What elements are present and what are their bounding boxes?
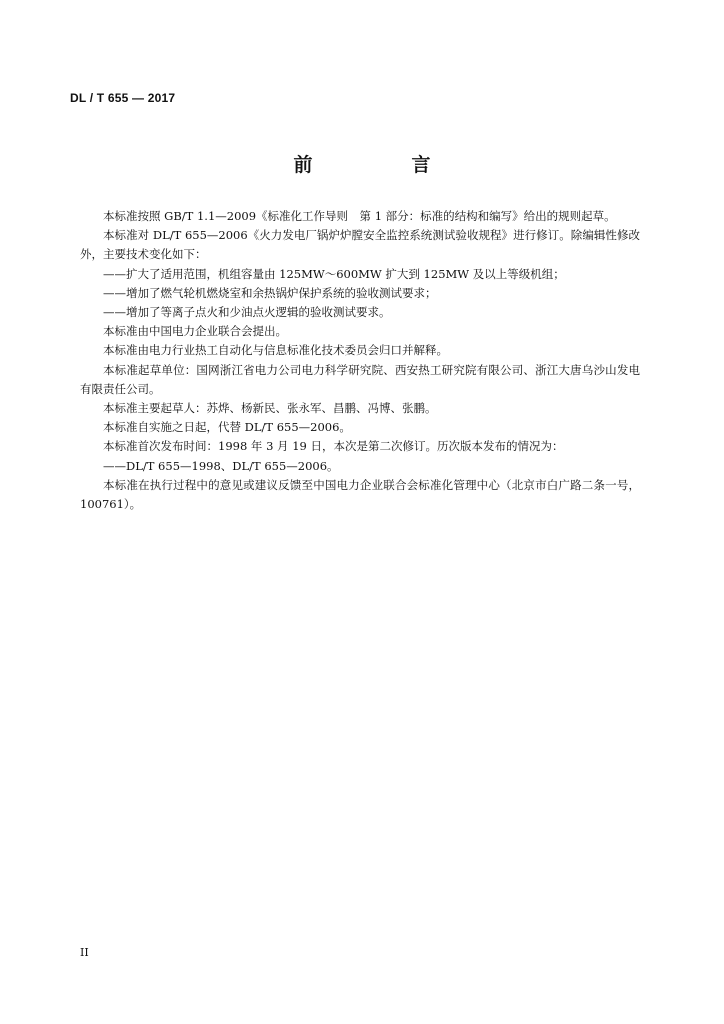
paragraph: ——DL/T 655—1998、DL/T 655—2006。: [103, 458, 339, 473]
paragraph: 本标准自实施之日起，代替 DL/T 655—2006。: [103, 420, 351, 435]
page-number: II: [80, 946, 89, 959]
paragraph: ——增加了燃气轮机燃烧室和余热锅炉保护系统的验收测试要求；: [103, 285, 437, 300]
paragraph: 本标准对 DL/T 655—2006《火力发电厂锅炉炉膛安全监控系统测试验收规程》进行修订。除编辑性修改外，主要技术变化如下：: [80, 228, 640, 262]
paragraph: 本标准按照 GB/T 1.1—2009《标准化工作导则 第 1 部分：标准的结构和编写》给出的规则起草。: [103, 209, 616, 223]
paragraph: ——增加了等离子点火和少油点火逻辑的验收测试要求。: [103, 305, 391, 320]
paragraph: 本标准由中国电力企业联合会提出。: [103, 324, 287, 339]
foreword-body: [80, 207, 640, 514]
paragraph: 本标准起草单位：国网浙江省电力公司电力科学研究院、西安热工研究院有限公司、浙江大唐乌沙山发电有限责任公司。: [80, 362, 640, 396]
paragraph: ——扩大了适用范围，机组容量由 125MW～600MW 扩大到 125MW 及以上等级机组；: [103, 266, 565, 281]
paragraph: 本标准首次发布时间：1998 年 3 月 19 日，本次是第二次修订。历次版本发布的情况为：: [103, 439, 564, 454]
paragraph: 本标准主要起草人：苏烨、杨新民、张永军、昌鹏、冯博、张鹏。: [103, 401, 437, 416]
paragraph: 本标准由电力行业热工自动化与信息标准化技术委员会归口并解释。: [103, 343, 448, 358]
document-code: DL / T 655 — 2017: [70, 91, 176, 105]
section-title: 前 言: [293, 154, 471, 176]
paragraph: 本标准在执行过程中的意见或建议反馈至中国电力企业联合会标准化管理中心（北京市白广路二条一号，100761）。: [80, 477, 640, 512]
